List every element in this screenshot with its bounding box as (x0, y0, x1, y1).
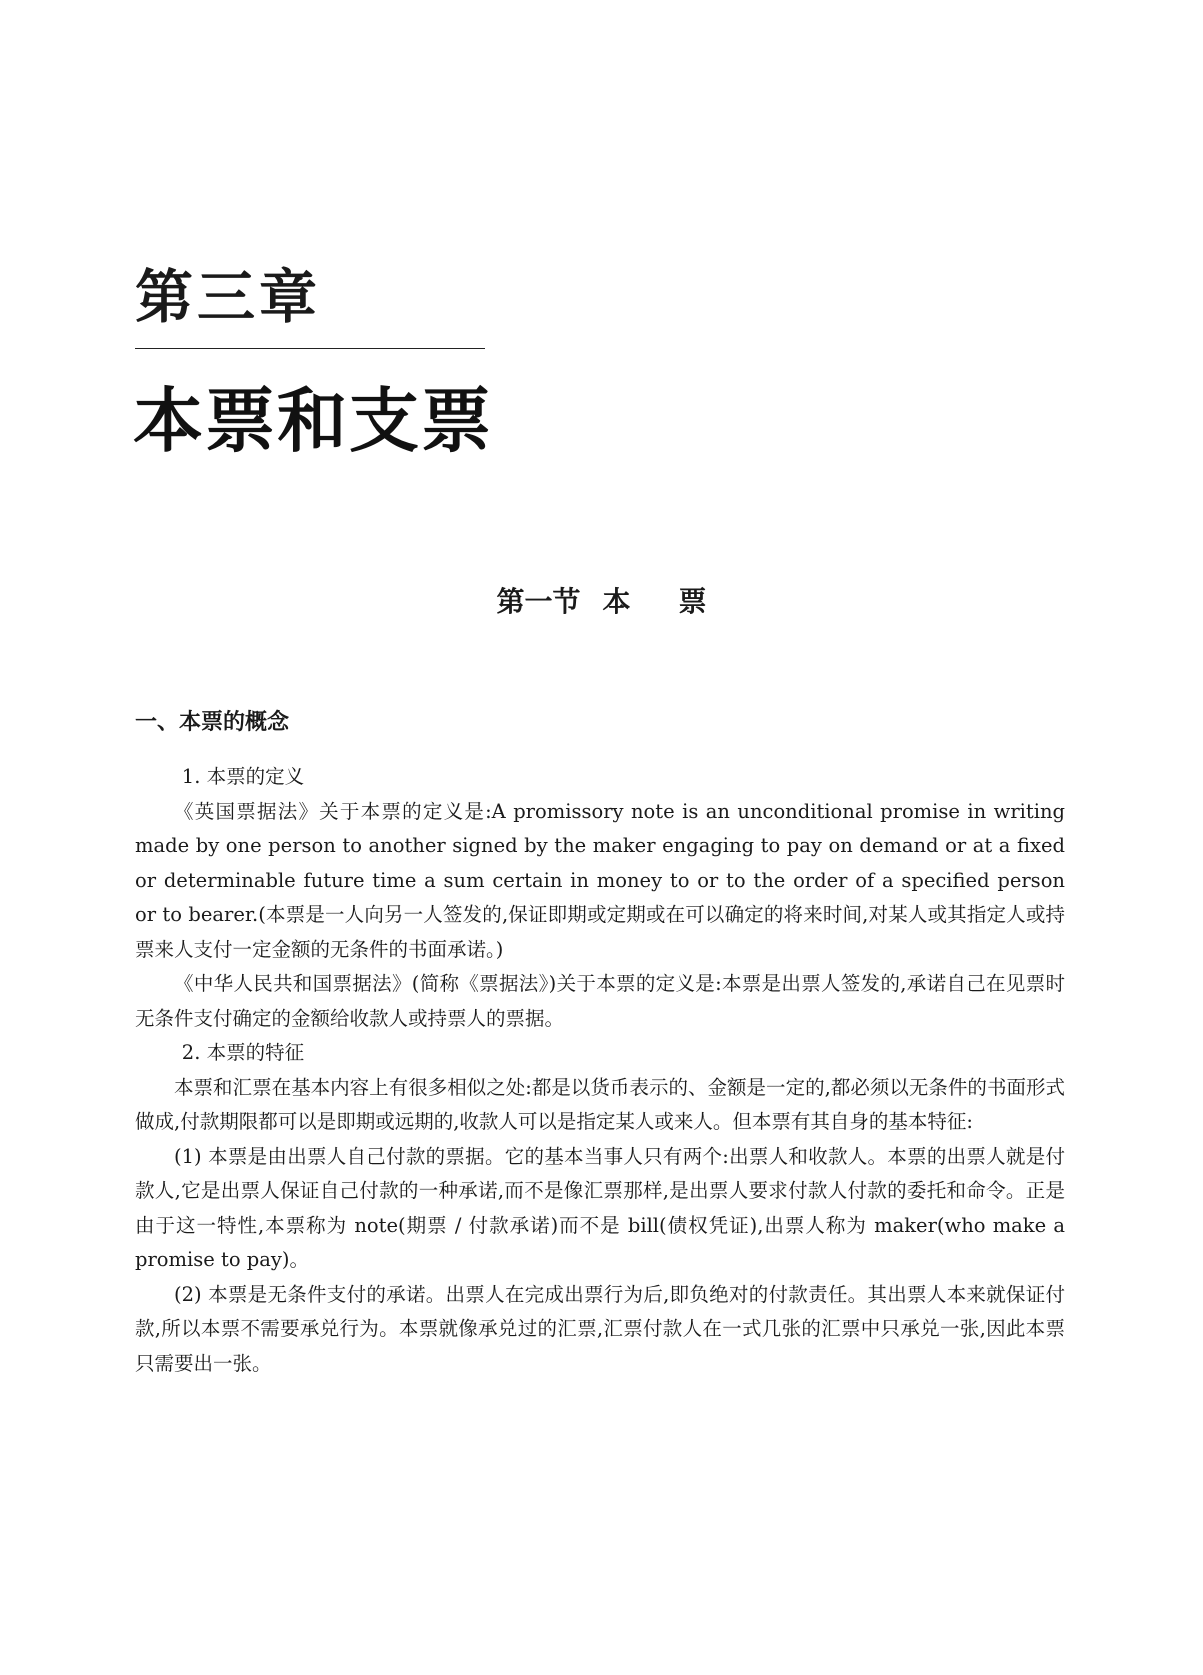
paragraph-uk-definition: 《英国票据法》关于本票的定义是:A promissory note is an unconditional promise in writing made by one person to another signed by the maker engaging to pay on demand or at a fixed or determinable future time a sum certain in money to or to the order of a specified person or to bearer.(本票是一人向另一人签发的,保证即期或定期或在可以确定的将来时间,对某人或其指定人或持票来人支付一定金额的无条件的书面承诺。) (135, 799, 1065, 961)
section-title (0, 585, 1203, 618)
paragraph-feature-2: (2) 本票是无条件支付的承诺。出票人在完成出票行为后,即负绝对的付款责任。其出票人本来就保证付款,所以本票不需要承兑行为。本票就像承兑过的汇票,汇票付款人在一式几张的汇票中只承兑一张,因此本票只需要出一张。 (135, 1282, 1065, 1375)
chapter-title: 本票和支票 (133, 380, 493, 462)
body-text (135, 760, 1065, 1381)
section-label: 第一节 (496, 585, 581, 618)
paragraph-cn-definition: 《中华人民共和国票据法》(简称《票据法》)关于本票的定义是:本票是出票人签发的,承诺自己在见票时无条件支付确定的金额给收款人或持票人的票据。 (135, 972, 1065, 1030)
chapter-divider (135, 348, 485, 349)
section-title-part2: 票 (678, 585, 707, 618)
paragraph-definition-heading: 1. 本票的定义 (181, 765, 305, 788)
paragraph-features-heading: 2. 本票的特征 (181, 1041, 305, 1064)
section-title-part1: 本 (602, 585, 631, 618)
paragraph-feature-1: (1) 本票是由出票人自己付款的票据。它的基本当事人只有两个:出票人和收款人。本票的出票人就是付款人,它是出票人保证自己付款的一种承诺,而不是像汇票那样,是出票人要求付款人付款的委托和命令。正是由于这一特性,本票称为 note(期票 / 付款承诺)而不是 bill(债权凭证),出票人称为 maker(who make a promise to pay)。 (135, 1144, 1065, 1271)
paragraph-features-intro: 本票和汇票在基本内容上有很多相似之处:都是以货币表示的、金额是一定的,都必须以无条件的书面形式做成,付款期限都可以是即期或远期的,收款人可以是指定某人或来人。但本票有其自身的基本特征: (135, 1075, 1065, 1133)
chapter-number: 第三章 (135, 263, 322, 331)
subheading: 一、本票的概念 (135, 710, 290, 735)
